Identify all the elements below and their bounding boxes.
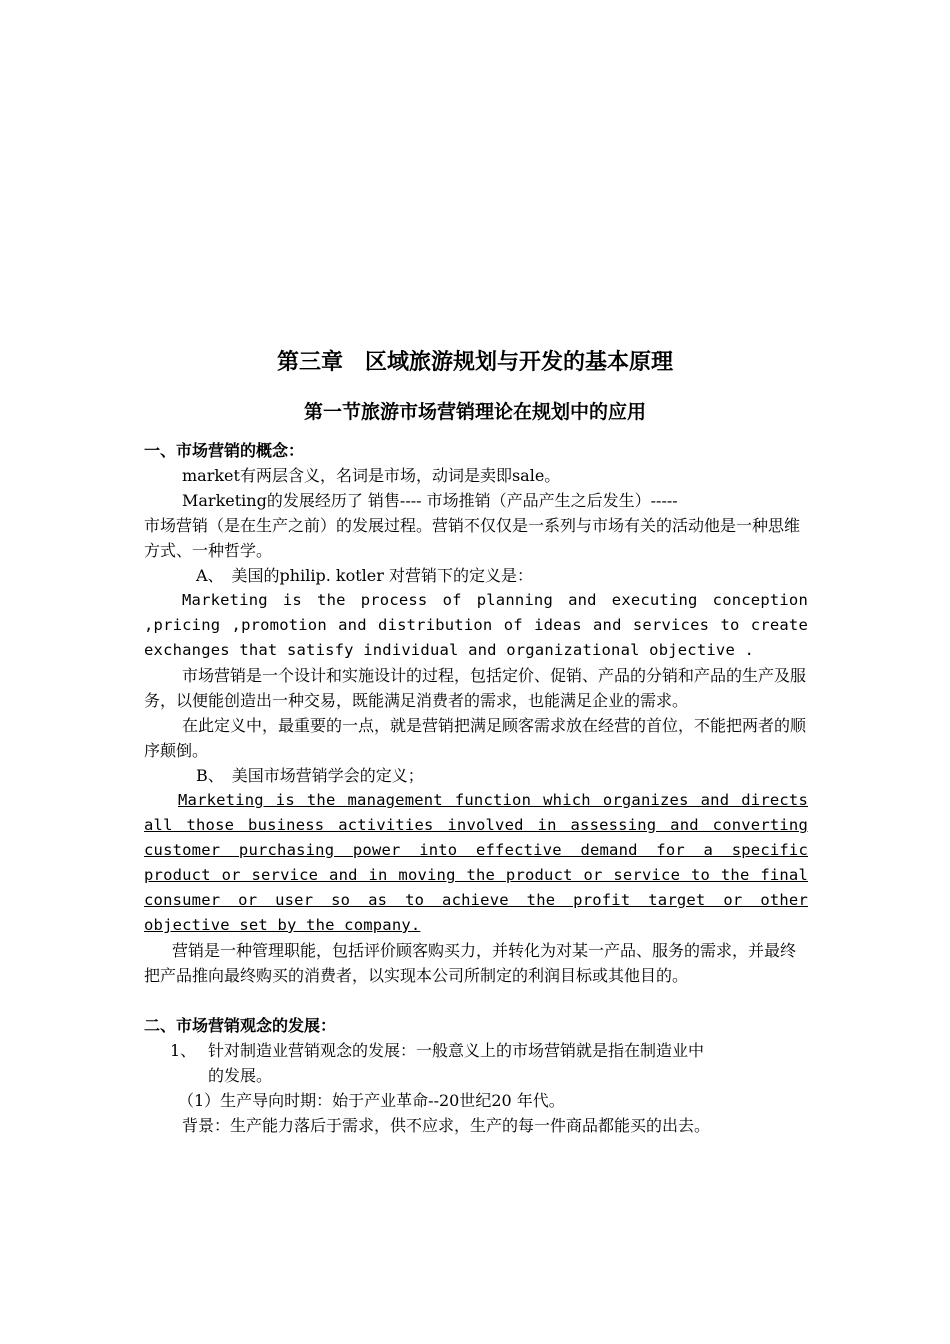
background-paragraph: 背景：生产能力落后于需求，供不应求，生产的每一件商品都能买的出去。 — [182, 1116, 711, 1135]
list-item-1 — [144, 1038, 808, 1063]
list-item-1-continuation: 的发展。 — [208, 1066, 273, 1085]
part2-heading: 二、市场营销观念的发展： — [144, 1016, 337, 1035]
definition-a-chinese: 市场营销是一个设计和实施设计的过程，包括定价、促销、产品的分销和产品的生产及服务，以便能创造出一种交易，既能满足消费者的需求，也能满足企业的需求。 — [144, 666, 807, 710]
paragraph-gap — [144, 988, 808, 1013]
definition-b-chinese: 营销是一种管理职能，包括评价顾客购买力，并转化为对某一产品、服务的需求，并最终把产品推向最终购买的消费者，以实现本公司所制定的利润目标或其他目的。 — [144, 941, 797, 985]
document-body — [144, 438, 808, 1138]
definition-b-english: Marketing is the management function which organizes and directs all those business activities involved in assessing and converting customer purchasing power into effective demand for a specific product or service and in moving the product or service to the final consumer or user so as to achieve the profit target or other objective set by the company. — [144, 791, 808, 934]
marketing-history-line1: Marketing的发展经历了 销售---- 市场推销（产品产生之后发生）----- — [182, 491, 678, 510]
marketing-history-rest: 市场营销（是在生产之前）的发展过程。营销不仅仅是一系列与市场有关的活动他是一种思维方式、一种哲学。 — [144, 516, 801, 560]
definition-a-label: A、 美国的philip. kotler 对营销下的定义是： — [196, 566, 533, 585]
section-title: 第一节旅游市场营销理论在规划中的应用 — [303, 401, 646, 423]
definition-b-label: B、 美国市场营销学会的定义； — [196, 766, 424, 785]
sub-item-production-era: （1）生产导向时期：始于产业革命--20世纪20 年代。 — [178, 1091, 565, 1110]
definition-a-english: Marketing is the process of planning and executing conception ,pricing ,promotion and distribution of ideas and services to create exchanges that satisfy individual and organizational objective . — [144, 591, 808, 659]
part1-heading: 一、市场营销的概念： — [144, 441, 305, 460]
list-item-1-text: 针对制造业营销观念的发展：一般意义上的市场营销就是指在制造业中 — [208, 1041, 705, 1060]
list-item-1-number: 1、 — [170, 1041, 197, 1060]
definition-a-note: 在此定义中，最重要的一点，就是营销把满足顾客需求放在经营的首位，不能把两者的顺序颠倒。 — [144, 716, 807, 760]
chapter-title: 第三章 区域旅游规划与开发的基本原理 — [276, 350, 673, 375]
market-definition-paragraph: market有两层含义，名词是市场，动词是卖即sale。 — [182, 466, 561, 485]
